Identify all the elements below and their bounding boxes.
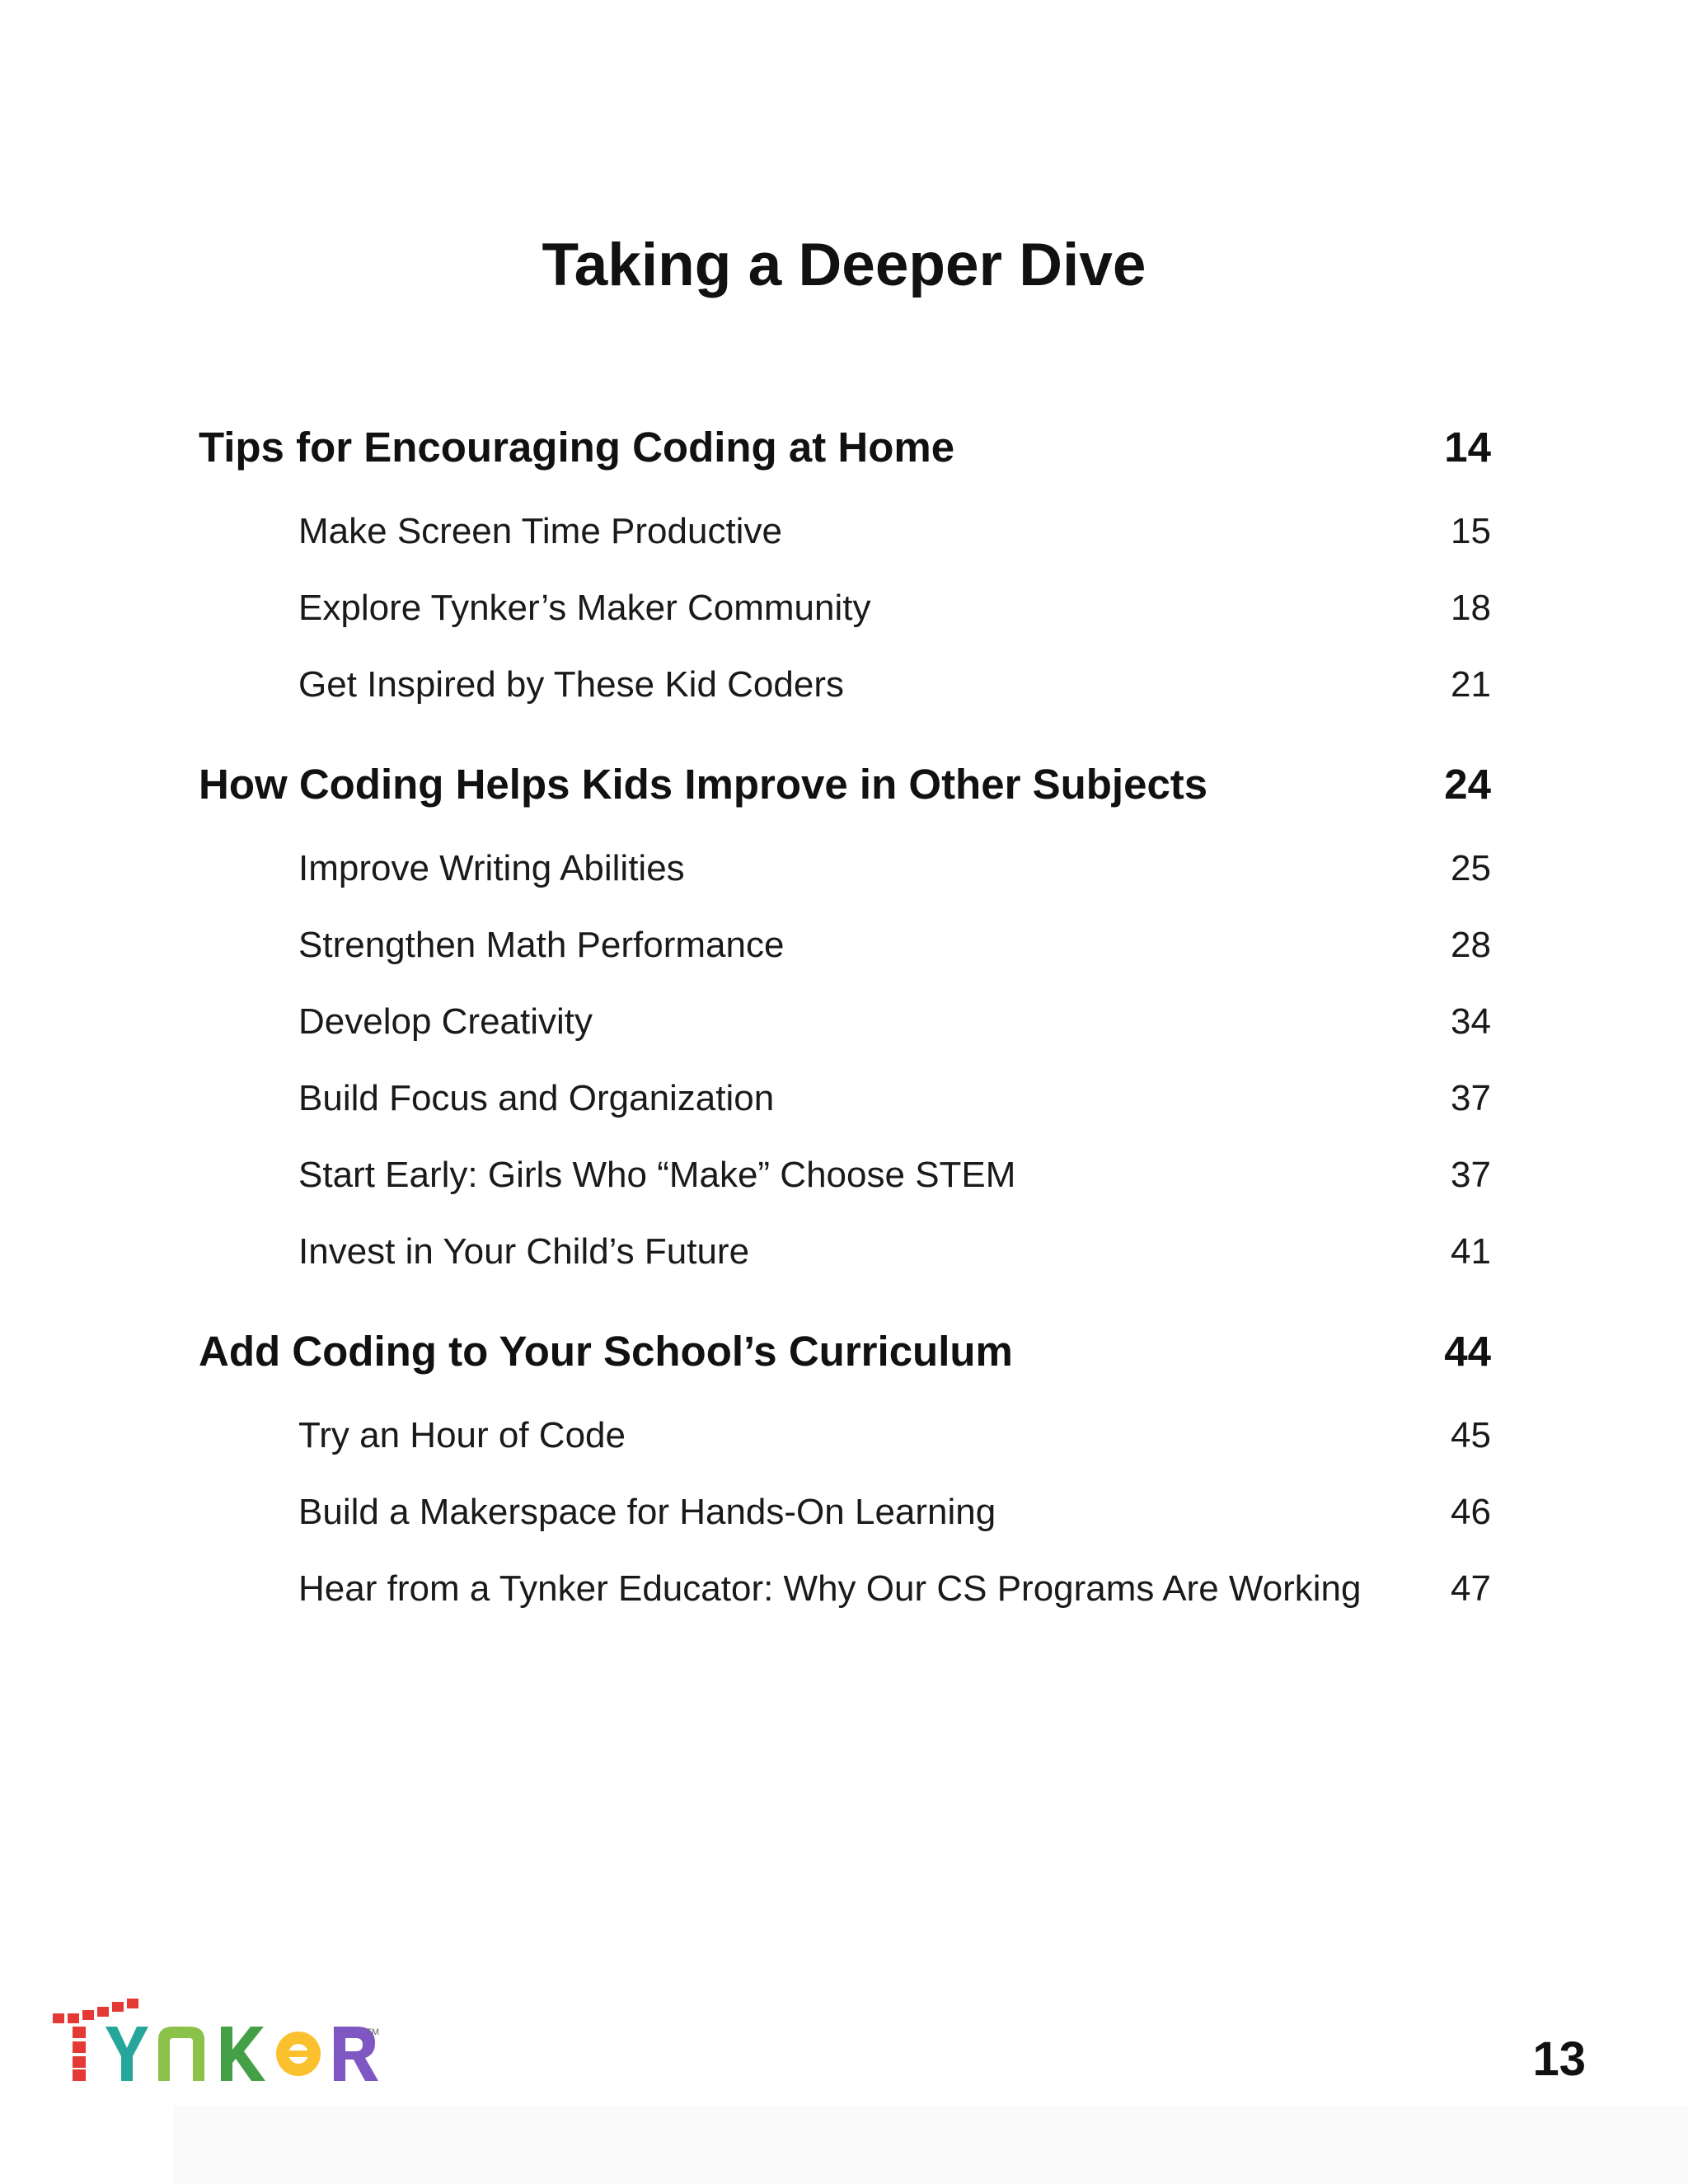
toc-entry-label: Make Screen Time Productive xyxy=(298,511,782,551)
toc-entry-label: How Coding Helps Kids Improve in Other Subjects xyxy=(199,761,1208,808)
toc-section-subjects[interactable] xyxy=(199,760,1491,808)
toc-item[interactable] xyxy=(298,848,1491,889)
trademark-mark: TM xyxy=(366,2027,379,2037)
toc-entry-page: 34 xyxy=(1451,1001,1491,1042)
toc-entry-page: 15 xyxy=(1451,511,1491,551)
toc-entry-label: Add Coding to Your School’s Curriculum xyxy=(199,1328,1013,1375)
toc-entry-label: Hear from a Tynker Educator: Why Our CS Programs Are Working xyxy=(298,1568,1362,1609)
page-title: Taking a Deeper Dive xyxy=(542,232,1146,298)
toc-entry-page: 47 xyxy=(1451,1568,1491,1609)
toc-entry-page: 24 xyxy=(1444,761,1491,808)
toc-section-curriculum[interactable] xyxy=(199,1327,1491,1376)
toc-entry-page: 18 xyxy=(1451,588,1491,628)
toc-item[interactable] xyxy=(298,1568,1491,1610)
page-number: 13 xyxy=(1532,2032,1586,2086)
toc-entry-page: 41 xyxy=(1451,1231,1491,1272)
toc-item[interactable] xyxy=(298,1155,1491,1196)
tynker-logo xyxy=(51,1999,384,2081)
toc-entry-page: 14 xyxy=(1444,424,1491,471)
toc-entry-page: 37 xyxy=(1451,1155,1491,1195)
toc-entry-label: Strengthen Math Performance xyxy=(298,925,785,965)
toc-entry-page: 21 xyxy=(1451,664,1491,705)
toc-item[interactable] xyxy=(298,588,1491,629)
toc-entry-label: Explore Tynker’s Maker Community xyxy=(298,588,871,628)
toc-entry-label: Develop Creativity xyxy=(298,1001,593,1042)
toc-entry-label: Get Inspired by These Kid Coders xyxy=(298,664,844,705)
toc-item[interactable] xyxy=(298,664,1491,705)
toc-entry-label: Build Focus and Organization xyxy=(298,1078,775,1118)
toc-entry-page: 44 xyxy=(1444,1328,1491,1375)
tynker-logo-mark xyxy=(53,1999,378,2081)
toc-entry-page: 37 xyxy=(1451,1078,1491,1118)
toc-item[interactable] xyxy=(298,1001,1491,1043)
toc-entry-label: Invest in Your Child’s Future xyxy=(298,1231,750,1272)
footer-band xyxy=(173,2106,1688,2184)
toc-item[interactable] xyxy=(298,511,1491,552)
toc-entry-label: Try an Hour of Code xyxy=(298,1415,626,1455)
toc-entry-page: 45 xyxy=(1451,1415,1491,1455)
toc-entry-label: Tips for Encouraging Coding at Home xyxy=(199,424,955,471)
toc-section-tips[interactable] xyxy=(199,423,1491,471)
toc-entry-page: 25 xyxy=(1451,848,1491,888)
toc-item[interactable] xyxy=(298,1415,1491,1456)
toc-item[interactable] xyxy=(298,1492,1491,1533)
toc-entry-page: 46 xyxy=(1451,1492,1491,1532)
toc-entry-label: Start Early: Girls Who “Make” Choose STEM xyxy=(298,1155,1016,1195)
toc-item[interactable] xyxy=(298,925,1491,966)
toc-item[interactable] xyxy=(298,1078,1491,1119)
toc-entry-label: Build a Makerspace for Hands-On Learning xyxy=(298,1492,996,1532)
toc-entry-page: 28 xyxy=(1451,925,1491,965)
toc-entry-label: Improve Writing Abilities xyxy=(298,848,685,888)
toc-item[interactable] xyxy=(298,1231,1491,1272)
